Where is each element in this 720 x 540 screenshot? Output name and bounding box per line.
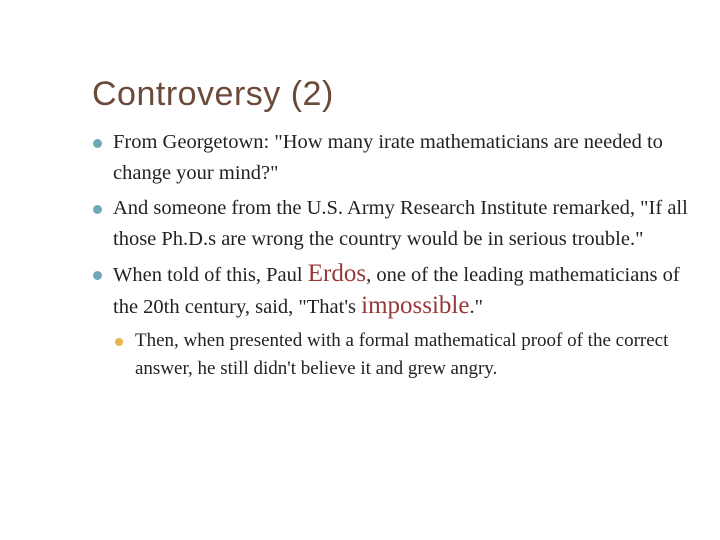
bullet-dot-icon xyxy=(93,205,102,214)
bullet-item-1 xyxy=(92,127,692,188)
sub-bullet-item xyxy=(92,327,692,383)
highlight-impossible: impossible xyxy=(361,291,470,319)
bullet-text-part: , one of the leading mathematicians of the 20th century, said, "That's xyxy=(113,264,680,318)
bullet-list xyxy=(92,127,692,383)
sub-bullet-text: Then, when presented with a formal mathematical proof of the correct answer, he still didn't believe it and grew angry. xyxy=(135,330,669,379)
highlight-erdos: Erdos xyxy=(307,260,367,287)
sub-bullet-dot-icon xyxy=(115,338,123,346)
bullet-item-2 xyxy=(92,193,692,254)
bullet-text: From Georgetown: "How many irate mathematicians are needed to change your mind?" xyxy=(113,131,663,184)
bullet-dot-icon xyxy=(93,271,102,280)
bullet-text-part: ." xyxy=(469,295,483,318)
bullet-text: And someone from the U.S. Army Research Institute remarked, "If all those Ph.D.s are wrong the country would be in serious trouble." xyxy=(113,197,688,250)
bullet-text-part: When told of this, Paul xyxy=(113,264,308,286)
bullet-item-3 xyxy=(92,259,692,322)
slide-title: Controversy (2) xyxy=(92,75,334,113)
bullet-dot-icon xyxy=(93,139,102,148)
